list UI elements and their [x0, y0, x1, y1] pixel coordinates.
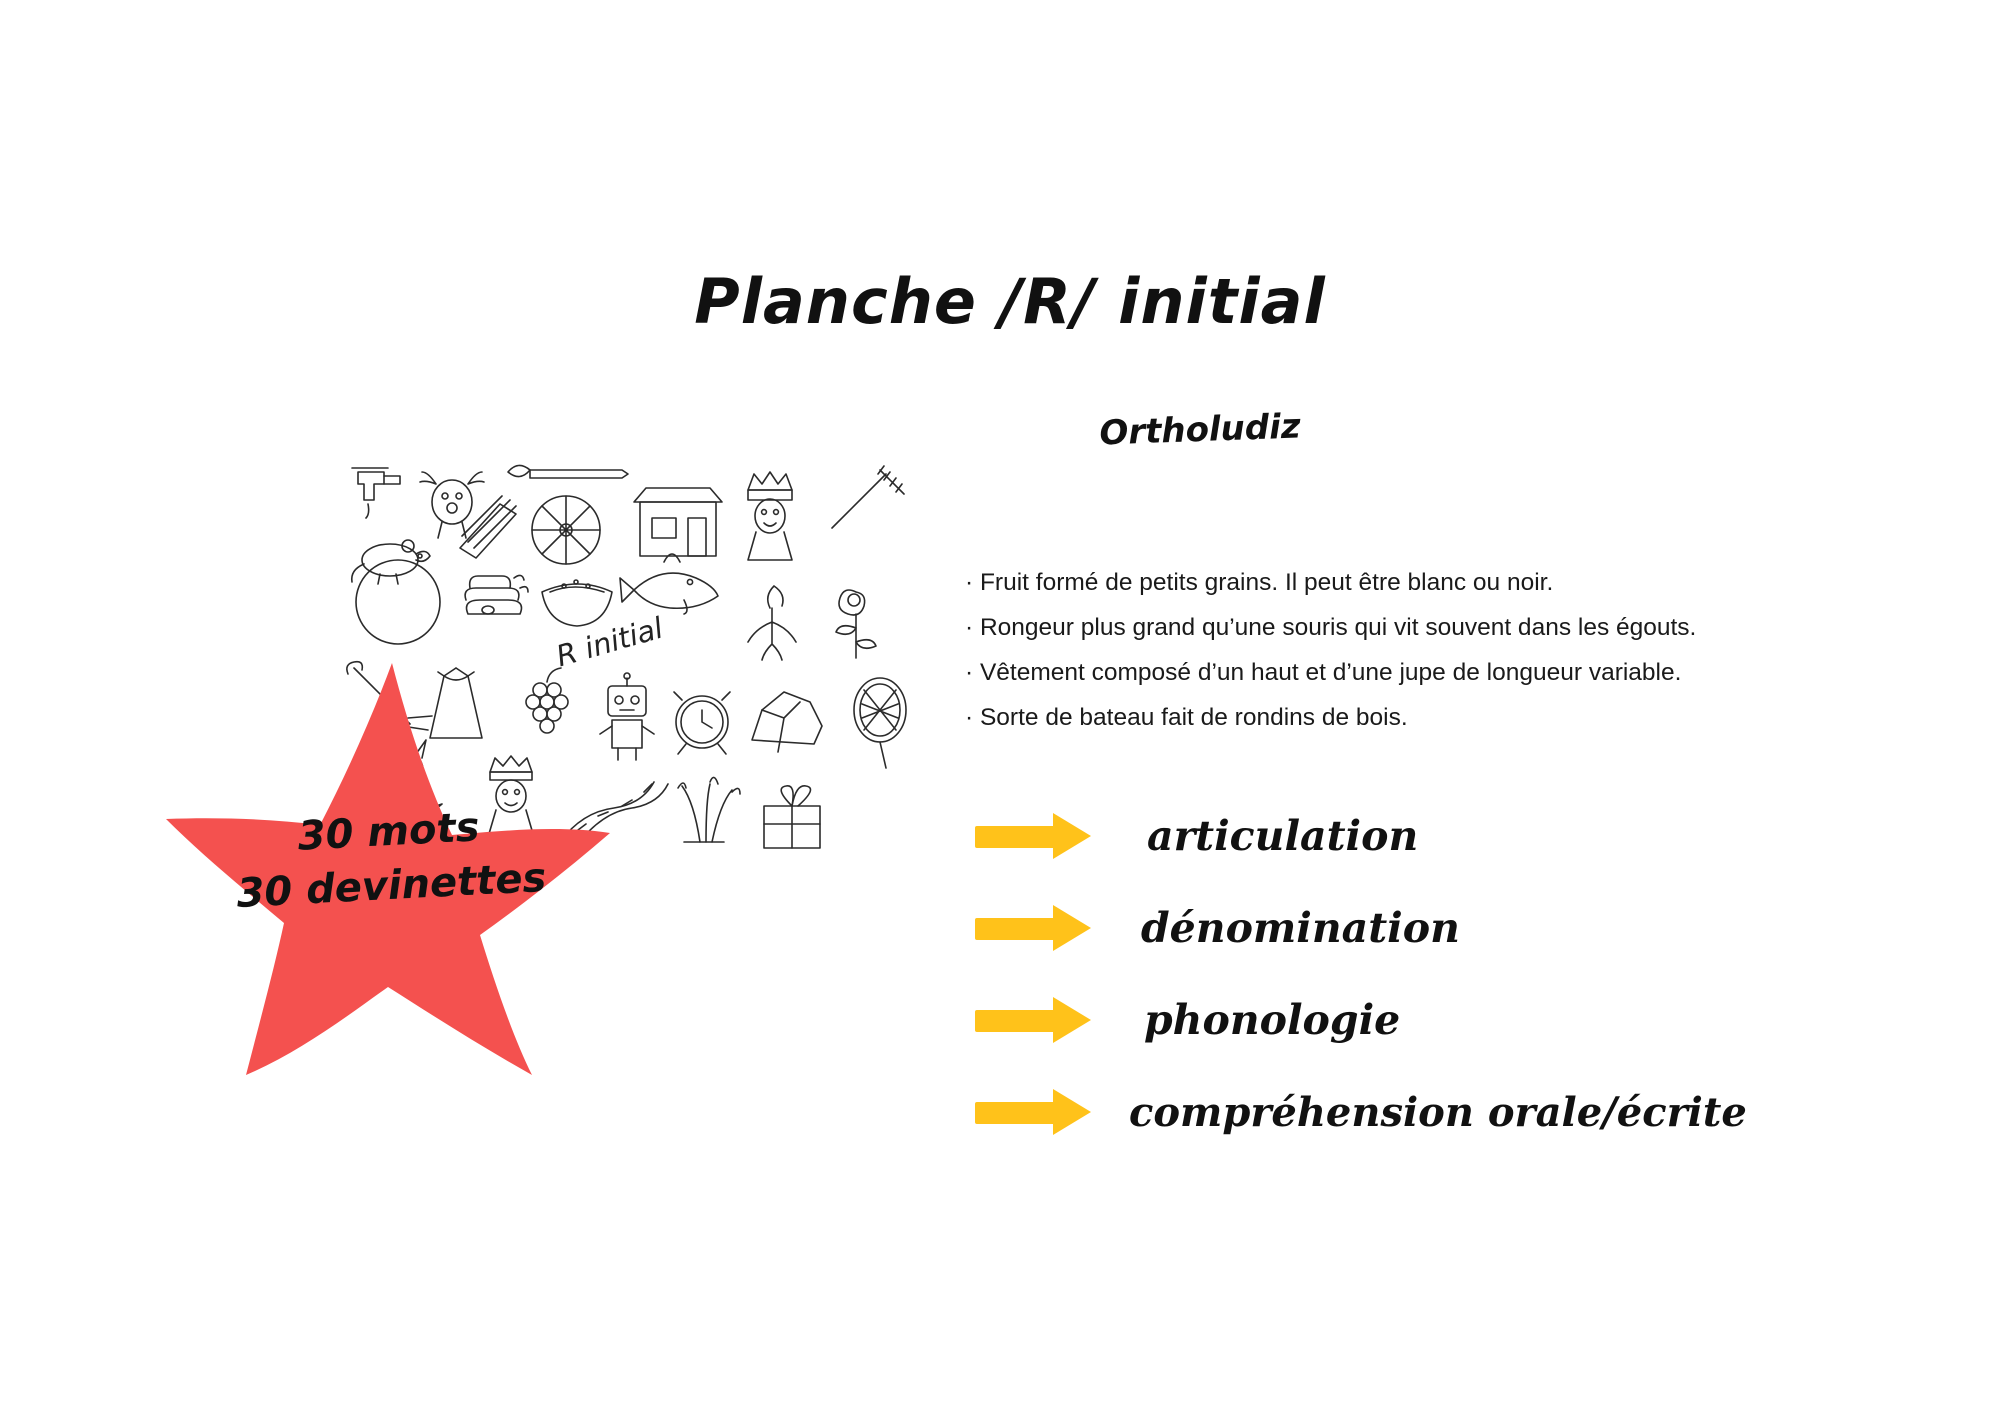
- skill-list: [975, 790, 1975, 1158]
- badge-line-2: 30 devinettes: [235, 854, 548, 918]
- arrow-right-icon: [975, 813, 1105, 859]
- brand-subtitle: Ortholudiz: [1098, 406, 1302, 454]
- arrow-right-icon: [975, 905, 1105, 951]
- riddle-list: [965, 560, 1895, 740]
- skill-label: articulation: [1147, 812, 1419, 860]
- skill-label: dénomination: [1141, 904, 1460, 952]
- skill-label: compréhension orale/écrite: [1129, 1088, 1747, 1136]
- skill-item-articulation: [975, 790, 1975, 882]
- arrow-right-icon: [975, 1089, 1105, 1135]
- skill-label: phonologie: [1144, 996, 1401, 1044]
- skill-item-phonologie: [975, 974, 1975, 1066]
- riddle-item: · Sorte de bateau fait de rondins de bois.: [965, 704, 1408, 731]
- riddle-item: · Rongeur plus grand qu’une souris qui vit souvent dans les égouts.: [965, 614, 1697, 641]
- page-title: Planche /R/ initial: [694, 265, 1326, 338]
- badge-line-1: 30 mots: [296, 804, 481, 860]
- arrow-right-icon: [975, 997, 1105, 1043]
- skill-item-denomination: [975, 882, 1975, 974]
- skill-item-comprehension: [975, 1066, 1975, 1158]
- collage-caption: R initial: [552, 610, 667, 674]
- badge: [160, 655, 620, 1075]
- riddle-item: · Vêtement composé d’un haut et d’une jupe de longueur variable.: [965, 659, 1682, 686]
- riddle-item: · Fruit formé de petits grains. Il peut être blanc ou noir.: [965, 569, 1554, 596]
